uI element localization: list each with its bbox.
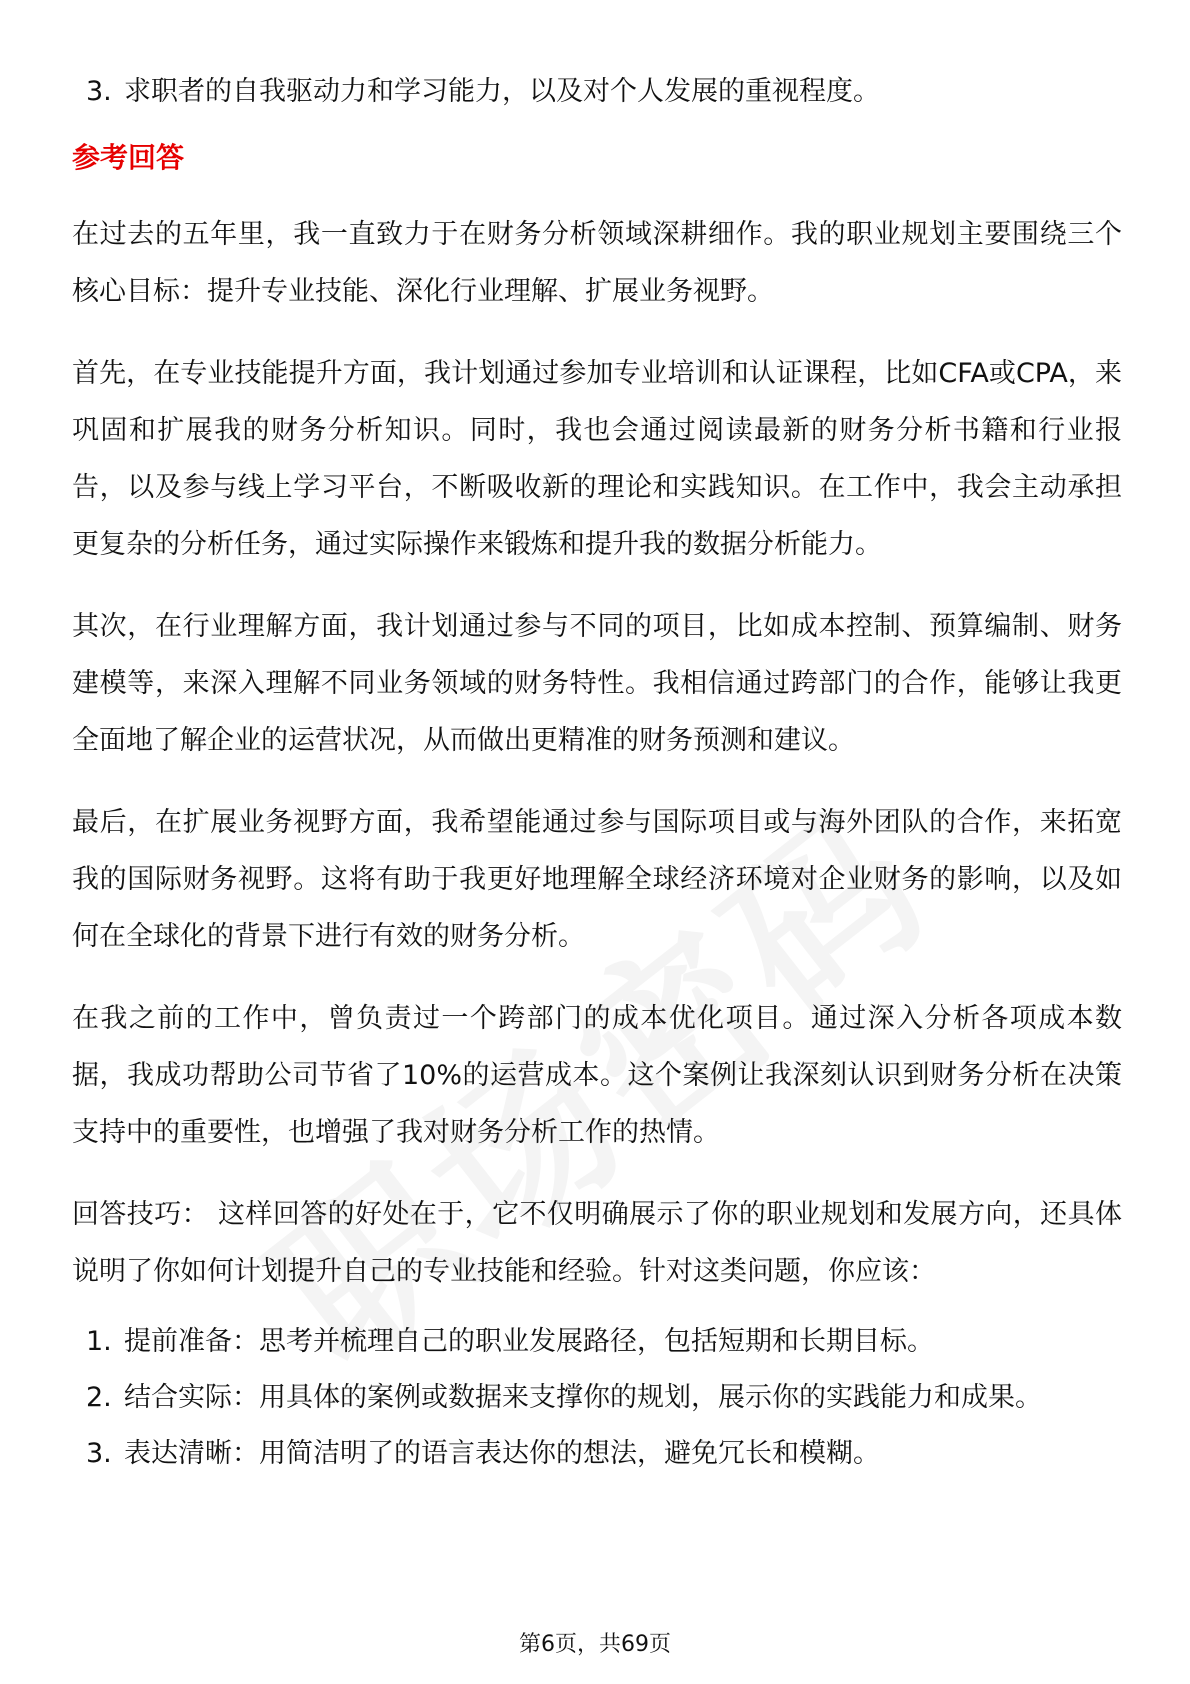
paragraph-intro: 在过去的五年里，我一直致力于在财务分析领域深耕细作。我的职业规划主要围绕三个核心目标：提升专业技能、深化行业理解、扩展业务视野。 bbox=[72, 219, 1122, 307]
list-text: 表达清晰：用简洁明了的语言表达你的想法，避免冗长和模糊。 bbox=[124, 1438, 880, 1469]
paragraph-tips-intro: 回答技巧： 这样回答的好处在于，它不仅明确展示了你的职业规划和发展方向，还具体说明了你如何计划提升自己的专业技能和经验。针对这类问题，你应该： bbox=[72, 1199, 1122, 1287]
paragraph-skills: 首先，在专业技能提升方面，我计划通过参加专业培训和认证课程，比如CFA或CPA，来巩固和扩展我的财务分析知识。同时，我也会通过阅读最新的财务分析书籍和行业报告，以及参与线上学习平台，不断吸收新的理论和实践知识。在工作中，我会主动承担更复杂的分析任务，通过实际操作来锻炼和提升我的数据分析能力。 bbox=[72, 358, 1122, 560]
list-number: 2. bbox=[86, 1382, 112, 1413]
list-text: 提前准备：思考并梳理自己的职业发展路径，包括短期和长期目标。 bbox=[124, 1326, 934, 1357]
list-item bbox=[72, 1378, 1122, 1418]
paragraph-case: 在我之前的工作中，曾负责过一个跨部门的成本优化项目。通过深入分析各项成本数据，我成功帮助公司节省了10%的运营成本。这个案例让我深刻认识到财务分析在决策支持中的重要性，也增强了我对财务分析工作的热情。 bbox=[72, 1003, 1122, 1148]
list-item bbox=[72, 72, 1122, 112]
page-footer: 第6页，共69页 bbox=[519, 1632, 671, 1657]
section-heading: 参考回答 bbox=[72, 141, 185, 174]
page-content bbox=[72, 72, 1122, 1490]
list-number: 3. bbox=[86, 76, 112, 107]
list-number: 1. bbox=[86, 1326, 112, 1357]
list-number: 3. bbox=[86, 1438, 112, 1469]
tips-list bbox=[72, 1322, 1122, 1474]
paragraph-industry: 其次，在行业理解方面，我计划通过参与不同的项目，比如成本控制、预算编制、财务建模等，来深入理解不同业务领域的财务特性。我相信通过跨部门的合作，能够让我更全面地了解企业的运营状况，从而做出更精准的财务预测和建议。 bbox=[72, 611, 1122, 756]
paragraph-vision: 最后，在扩展业务视野方面，我希望能通过参与国际项目或与海外团队的合作，来拓宽我的国际财务视野。这将有助于我更好地理解全球经济环境对企业财务的影响，以及如何在全球化的背景下进行有效的财务分析。 bbox=[72, 807, 1122, 952]
list-text: 求职者的自我驱动力和学习能力，以及对个人发展的重视程度。 bbox=[124, 76, 880, 107]
list-text: 结合实际：用具体的案例或数据来支撑你的规划，展示你的实践能力和成果。 bbox=[124, 1382, 1042, 1413]
list-item bbox=[72, 1322, 1122, 1362]
list-item bbox=[72, 1434, 1122, 1474]
